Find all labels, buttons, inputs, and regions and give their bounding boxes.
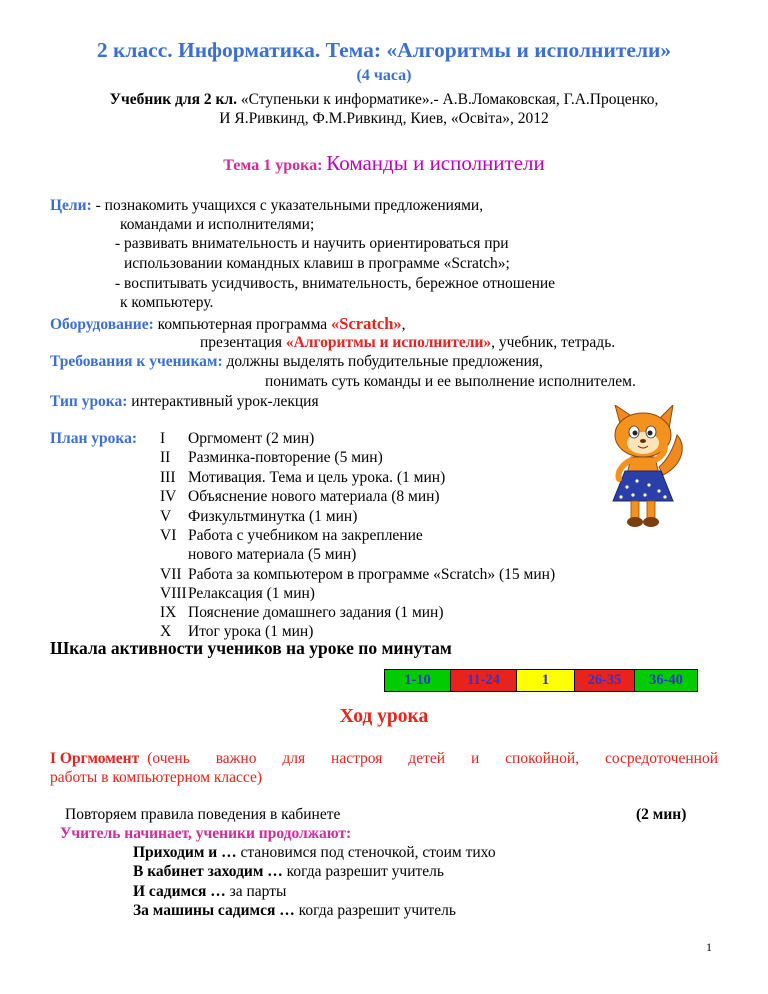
rules-intro: Повторяем правила поведения в кабинете bbox=[65, 806, 341, 823]
plan-item: нового материала (5 мин) bbox=[188, 546, 357, 563]
goals-text-1: - познакомить учащихся с указательными предложениями, bbox=[95, 197, 484, 214]
requirements-label: Требования к ученикам: bbox=[50, 353, 223, 370]
plan-item: VIIIРелаксация (1 мин) bbox=[160, 585, 315, 602]
scale-segment-1-10: 1-10 bbox=[385, 670, 451, 691]
requirements-text-2: понимать суть команды и ее выполнение исполнителем. bbox=[265, 373, 636, 390]
scale-segment-11-24: 11-24 bbox=[451, 670, 517, 691]
plan-item: X Итог урока (1 мин) bbox=[160, 623, 314, 640]
requirements-text-1: должны выделять побудительные предложения, bbox=[226, 353, 543, 370]
activity-scale-title: Шкала активности учеников на уроке по минутам bbox=[50, 638, 452, 658]
rule-line: В кабинет заходим … когда разрешит учитель bbox=[133, 863, 444, 880]
scratch-highlight: «Scratch» bbox=[331, 314, 402, 333]
orgmoment-section bbox=[50, 750, 718, 768]
goals-text-3: - развивать внимательность и научить ориентироваться при bbox=[115, 235, 509, 252]
rule-line: И садимся … за парты bbox=[133, 883, 287, 900]
textbook-text-1: «Ступеньки к информатике».- А.В.Ломаковская, Г.А.Проценко, bbox=[240, 91, 659, 108]
course-heading: Ход урока bbox=[339, 706, 429, 727]
teacher-instruction: Учитель начинает, ученики продолжают: bbox=[60, 825, 352, 842]
rule-line: Приходим и … становимся под стеночкой, стоим тихо bbox=[133, 844, 496, 861]
textbook-label: Учебник для 2 кл. bbox=[109, 91, 237, 108]
activity-scale bbox=[384, 669, 698, 692]
equipment-presentation: презентация bbox=[200, 334, 282, 351]
scale-segment-36-40: 36-40 bbox=[635, 670, 697, 691]
orgmoment-label: I Оргмомент bbox=[50, 750, 140, 767]
topic-value: Команды и исполнители bbox=[326, 151, 545, 175]
equipment-line-2 bbox=[200, 334, 615, 352]
goals-text-2: командами и исполнителями; bbox=[120, 216, 315, 233]
scale-segment-26-35: 26-35 bbox=[575, 670, 635, 691]
plan-item: II Разминка-повторение (5 мин) bbox=[160, 449, 383, 466]
goals-line-1 bbox=[50, 197, 483, 215]
scale-segment-1: 1 bbox=[517, 670, 575, 691]
orgmoment-note-2: работы в компьютерном классе) bbox=[50, 769, 263, 786]
plan-item: VI Работа с учебником на закрепление bbox=[160, 527, 423, 544]
equipment-text-2: , учебник, тетрадь. bbox=[491, 334, 616, 351]
document-title: 2 класс. Информатика. Тема: «Алгоритмы и исполнители» bbox=[96, 38, 672, 62]
lesson-type bbox=[50, 393, 319, 411]
rules-duration: (2 мин) bbox=[636, 806, 687, 823]
equipment-text-1: компьютерная программа bbox=[157, 316, 328, 333]
requirements-line-1 bbox=[50, 353, 543, 371]
plan-item: VII Работа за компьютером в программе «Scratch» (15 мин) bbox=[160, 566, 556, 583]
fox-illustration bbox=[603, 405, 687, 530]
equipment-comma: , bbox=[401, 316, 406, 333]
presentation-highlight: «Алгоритмы и исполнители» bbox=[285, 334, 492, 351]
plan-item: IV Объяснение нового материала (8 мин) bbox=[160, 488, 440, 505]
plan-label: План урока: bbox=[50, 430, 138, 447]
plan-item: V Физкультминутка (1 мин) bbox=[160, 508, 358, 525]
goals-text-5: - воспитывать усидчивость, внимательность, бережное отношение bbox=[115, 275, 556, 292]
plan-item: I Оргмомент (2 мин) bbox=[160, 430, 315, 447]
goals-text-4: использовании командных клавиш в программе «Scratch»; bbox=[124, 255, 510, 272]
hours-count: (4 часа) bbox=[356, 67, 412, 84]
rule-line: За машины садимся … когда разрешит учитель bbox=[133, 902, 456, 919]
plan-item: IX Пояснение домашнего задания (1 мин) bbox=[160, 604, 444, 621]
equipment-label: Оборудование: bbox=[50, 316, 154, 333]
textbook-line-1 bbox=[0, 91, 768, 109]
page-number: 1 bbox=[706, 940, 712, 954]
lesson-topic bbox=[0, 151, 768, 176]
lesson-type-label: Тип урока: bbox=[50, 393, 128, 410]
plan-item: III Мотивация. Тема и цель урока. (1 мин) bbox=[160, 469, 446, 486]
goals-text-6: к компьютеру. bbox=[120, 294, 214, 311]
textbook-line-2: И Я.Ривкинд, Ф.М.Ривкинд, Киев, «Освіта», 2012 bbox=[219, 110, 549, 127]
orgmoment-note-1: (очень важно для настроя детей и спокойной, сосредоточенной bbox=[147, 750, 718, 767]
lesson-type-value: интерактивный урок-лекция bbox=[131, 393, 319, 410]
topic-label: Тема 1 урока: bbox=[223, 157, 323, 174]
goals-label: Цели: bbox=[50, 197, 92, 214]
equipment-line-1 bbox=[50, 314, 406, 334]
